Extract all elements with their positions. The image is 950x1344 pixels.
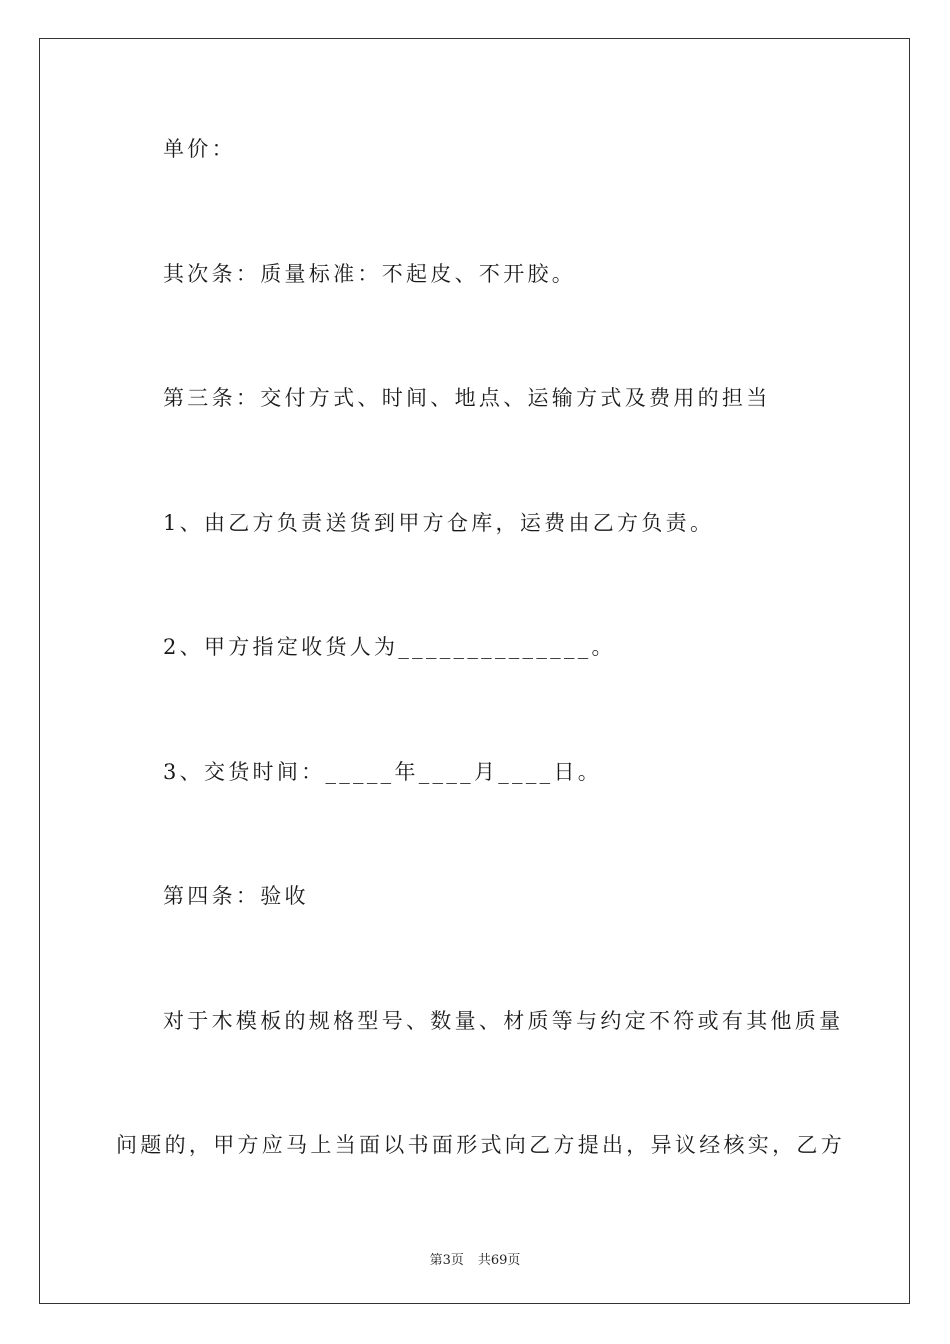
unit-price-line: 单价：: [163, 137, 236, 161]
acceptance-paragraph-line-1: 对于木模板的规格型号、数量、材质等与约定不符或有其他质量: [163, 1009, 844, 1033]
total-pages: 共69页: [477, 1253, 521, 1268]
page-footer: [0, 1249, 950, 1268]
article-two-quality-line: 其次条：质量标准：不起皮、不开胶。: [163, 262, 577, 286]
page-number: 第3页: [429, 1253, 464, 1268]
page-border: [39, 38, 910, 1304]
delivery-clause-1: 1、由乙方负责送货到甲方仓库，运费由乙方负责。: [163, 511, 715, 535]
article-three-heading: 第三条：交付方式、时间、地点、运输方式及费用的担当: [163, 386, 771, 410]
article-four-heading: 第四条：验收: [163, 884, 309, 908]
delivery-clause-2: 2、甲方指定收货人为______________。: [163, 635, 616, 659]
delivery-clause-3: 3、交货时间：_____年____月____日。: [163, 760, 603, 784]
acceptance-paragraph-line-2: 问题的，甲方应马上当面以书面形式向乙方提出，异议经核实，乙方: [116, 1133, 845, 1157]
